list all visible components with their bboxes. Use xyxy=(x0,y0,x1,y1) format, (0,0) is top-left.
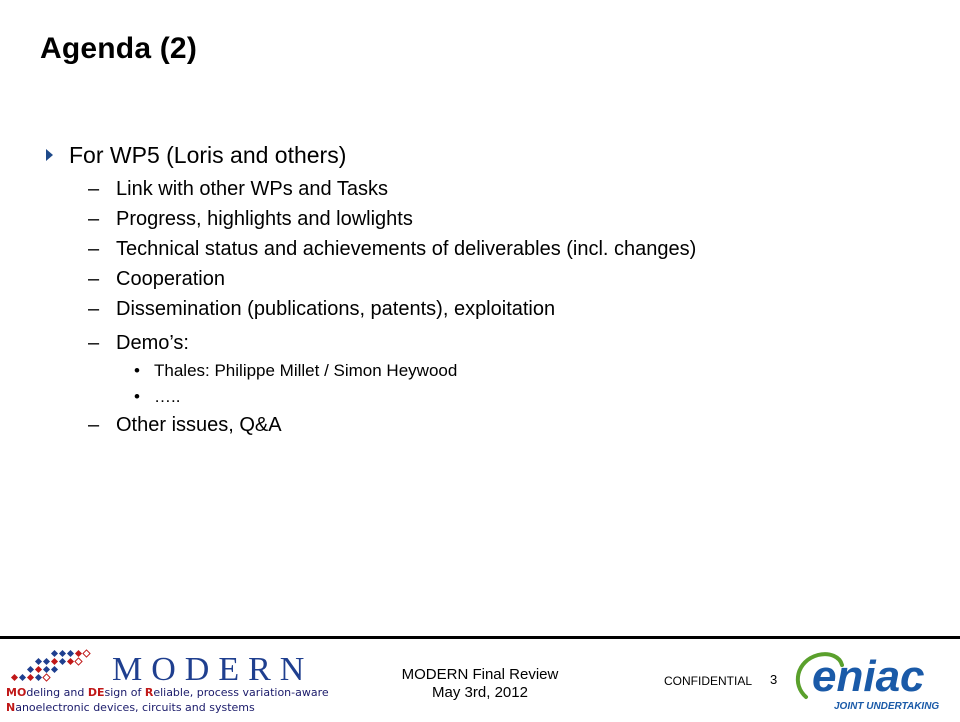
dash-bullet: – xyxy=(88,238,100,260)
dash-bullet: – xyxy=(88,298,100,320)
dash-bullet: – xyxy=(88,332,100,354)
sub-bullet-item xyxy=(44,328,924,358)
sub-bullet-item xyxy=(44,294,924,324)
main-bullet-text: For WP5 (Loris and others) xyxy=(69,142,347,168)
sub-bullet-text: Technical status and achievements of deliverables (incl. changes) xyxy=(116,238,697,260)
tagline-part: R xyxy=(144,686,154,699)
demo-list xyxy=(44,358,924,410)
modern-wordmark: MODERN xyxy=(112,651,314,688)
sub-bullet-item xyxy=(44,410,924,440)
confidential-label: CONFIDENTIAL xyxy=(664,674,753,688)
dot-bullet: • xyxy=(134,387,140,406)
footer-event-title: MODERN Final Review xyxy=(401,666,559,683)
page-number: 3 xyxy=(770,672,778,687)
tagline-part: anoelectronic devices, circuits and systems xyxy=(15,701,255,714)
dash-bullet: – xyxy=(88,414,100,436)
eniac-logo-graphic xyxy=(790,645,958,717)
slide-content xyxy=(44,140,924,440)
tagline-part: sign of xyxy=(104,686,145,699)
eniac-wordmark: eniac xyxy=(812,652,925,701)
tagline-part: deling and xyxy=(26,686,88,699)
tagline-part: N xyxy=(6,701,16,714)
sub-bullet-item xyxy=(44,204,924,234)
dot-bullet: • xyxy=(134,361,140,380)
modern-tagline xyxy=(6,685,329,715)
main-bullet xyxy=(44,140,924,170)
sub-bullet-text: Dissemination (publications, patents), exploitation xyxy=(116,298,556,320)
sub-bullet-item xyxy=(44,174,924,204)
slide-title: Agenda (2) xyxy=(40,32,198,65)
modern-logo xyxy=(6,645,329,717)
sub-bullet-text: Demo’s: xyxy=(116,332,189,354)
footer-divider xyxy=(0,636,960,639)
footer-event-date: May 3rd, 2012 xyxy=(432,684,528,701)
triangle-right-icon xyxy=(46,149,53,161)
sub-bullet-list-end xyxy=(44,410,924,440)
sub-bullet-text: Cooperation xyxy=(116,268,225,290)
demo-item-text: Thales: Philippe Millet / Simon Heywood xyxy=(154,361,458,380)
footer-event xyxy=(365,666,595,702)
demo-item xyxy=(44,384,924,410)
eniac-logo xyxy=(790,645,958,717)
sub-bullet-text: Progress, highlights and lowlights xyxy=(116,208,413,230)
demo-item-text: ….. xyxy=(154,387,181,406)
sub-bullet-item xyxy=(44,264,924,294)
sub-bullet-text: Link with other WPs and Tasks xyxy=(116,178,388,200)
dash-bullet: – xyxy=(88,268,100,290)
dash-bullet: – xyxy=(88,178,100,200)
sub-bullet-list xyxy=(44,174,924,358)
sub-bullet-item xyxy=(44,234,924,264)
eniac-subtitle: JOINT UNDERTAKING xyxy=(834,701,940,712)
modern-diamond-grid-logo xyxy=(6,645,106,685)
dash-bullet: – xyxy=(88,208,100,230)
tagline-part: eliable, process variation-aware xyxy=(153,686,329,699)
demo-item xyxy=(44,358,924,384)
sub-bullet-text: Other issues, Q&A xyxy=(116,414,282,436)
tagline-part: MO xyxy=(6,686,27,699)
tagline-part: DE xyxy=(87,686,105,699)
